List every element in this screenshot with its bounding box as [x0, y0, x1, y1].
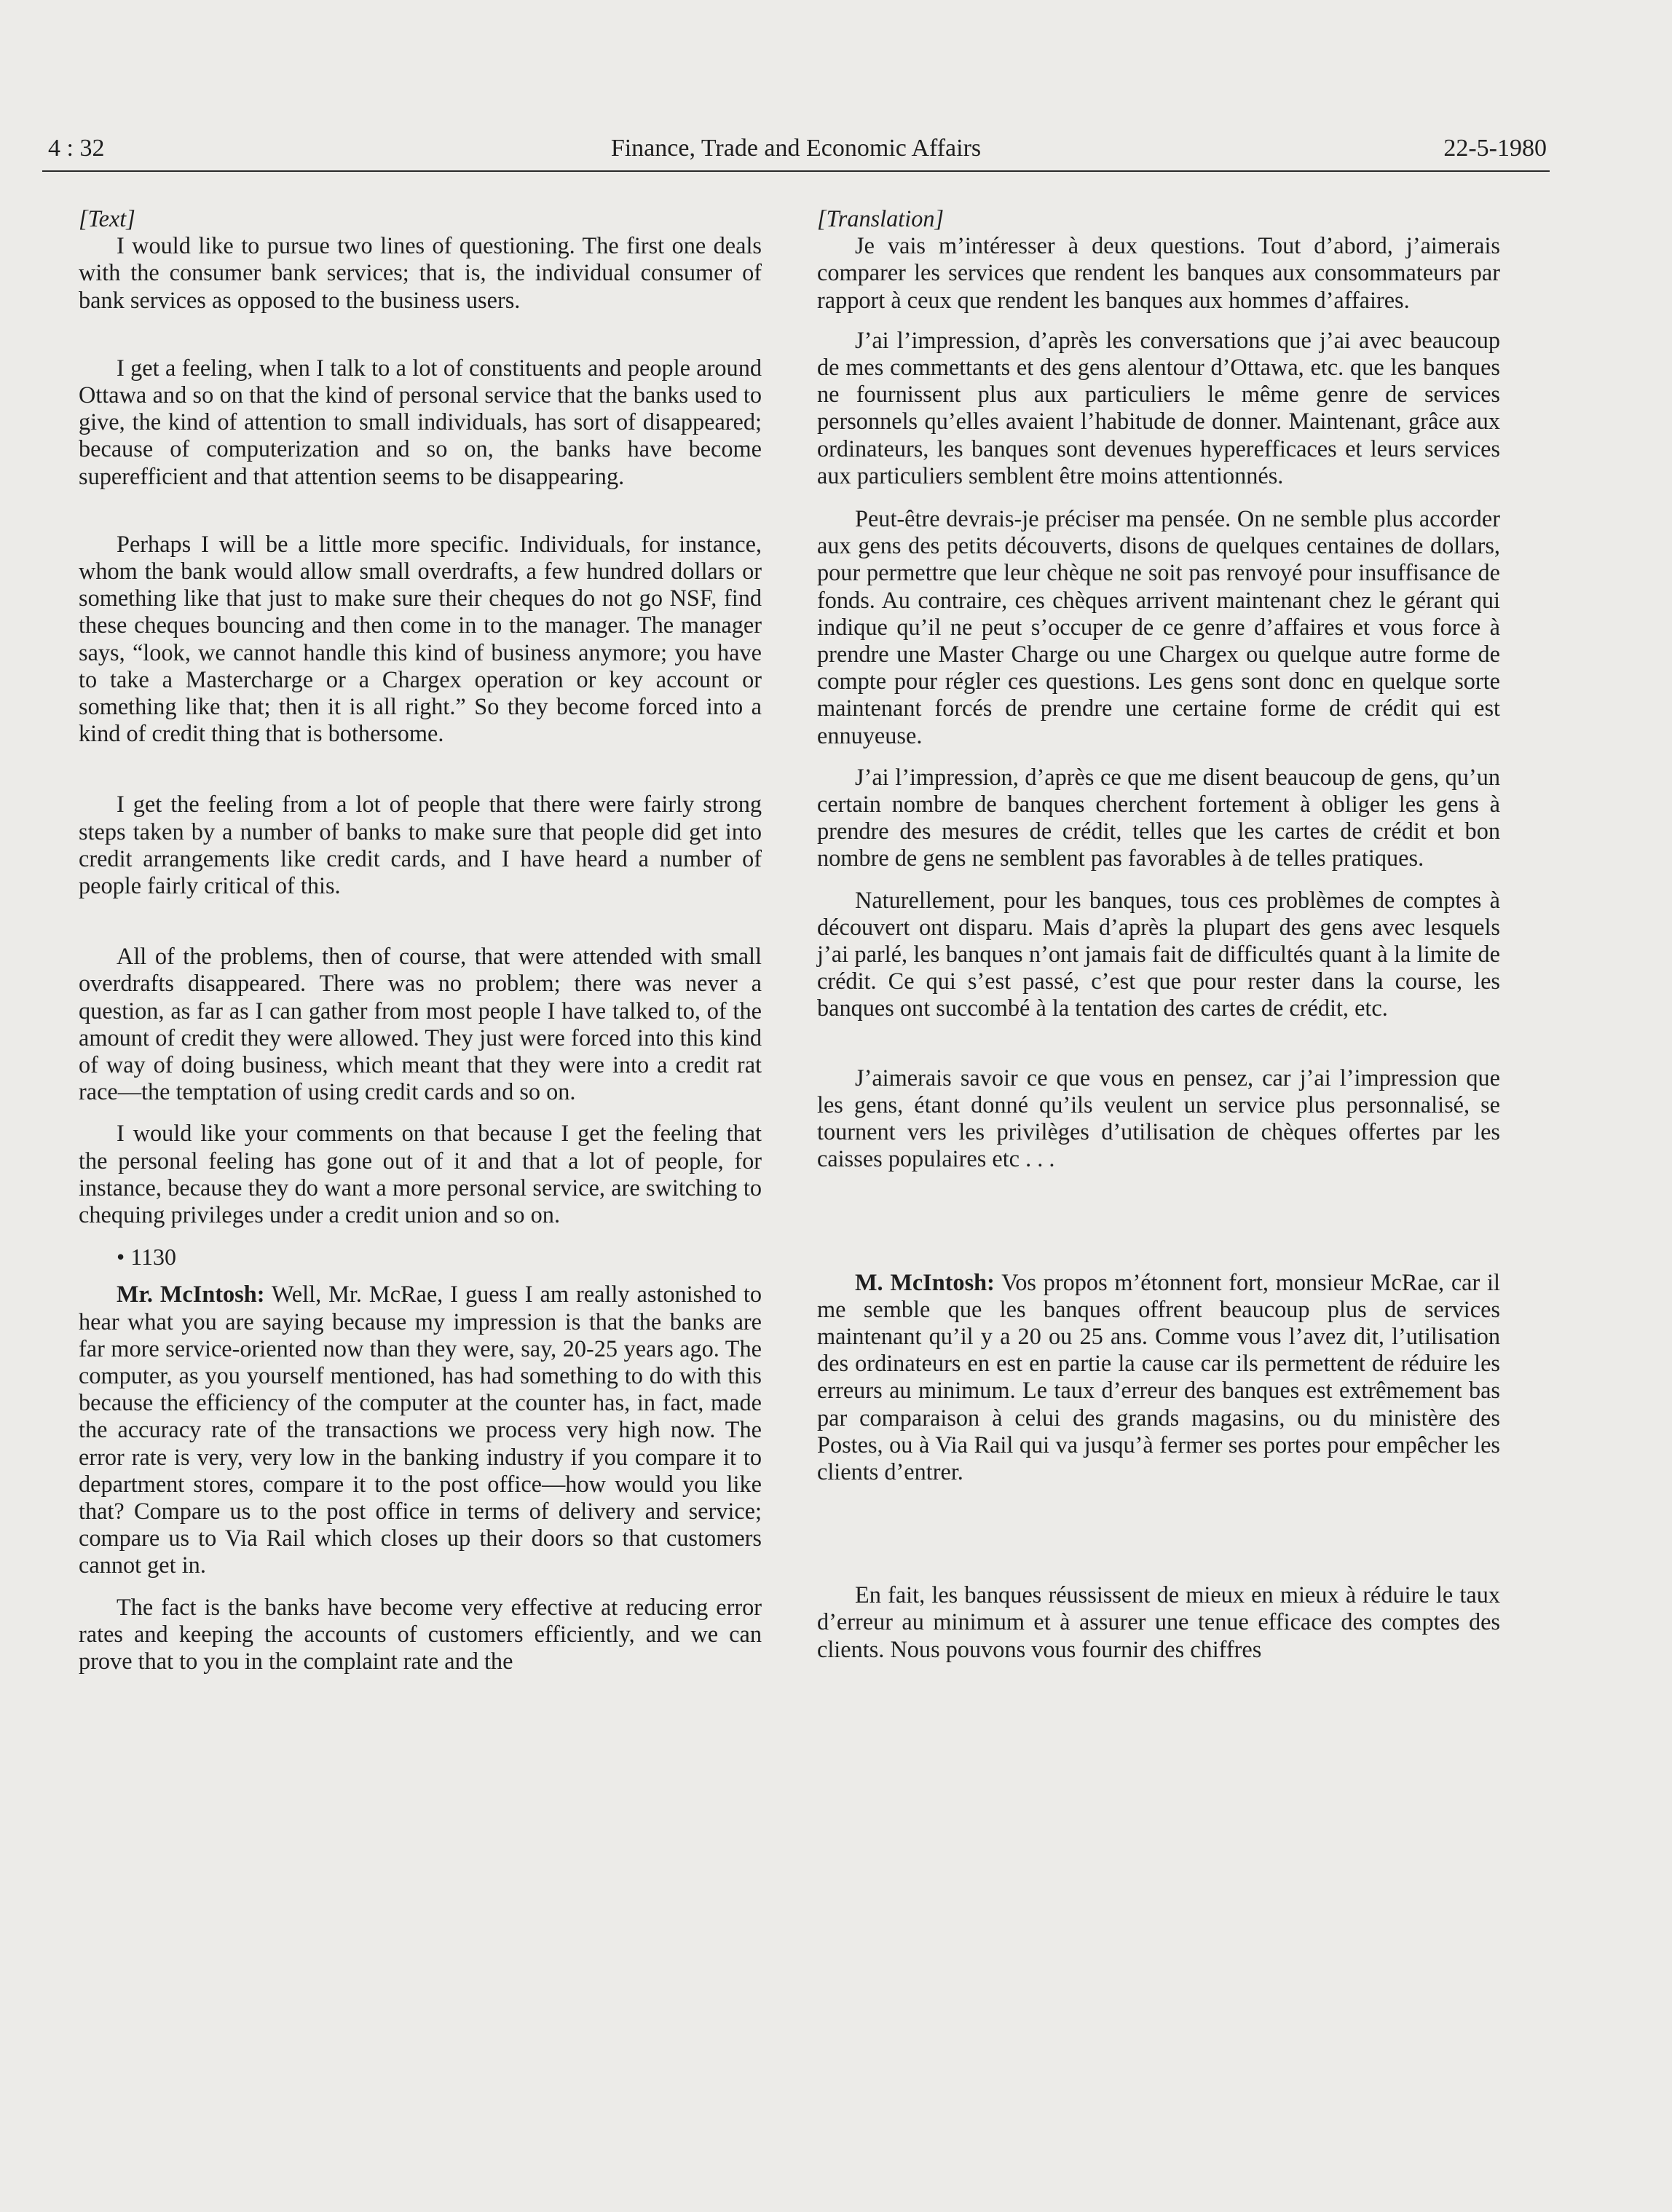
paragraph: J’ai l’impression, d’après les conversations que j’ai avec beaucoup de mes commettants et des gens alentour d’Ottawa, etc. que les banques ne fournissent plus aux particuliers le même genre de services personnels qu’elles avaient l’habitude de donner. Maintenant, grâce aux ordinateurs, les banques sont devenues hyperefficaces et leurs services aux particuliers semblent être moins attentionnés.	[817, 326, 1500, 489]
paragraph: I get the feeling from a lot of people that there were fairly strong steps taken by a number of banks to make sure that people did get into credit arrangements like credit cards, and I have heard a number of people fairly critical of this.	[79, 791, 762, 899]
paragraph: J’ai l’impression, d’après ce que me disent beaucoup de gens, qu’un certain nombre de banques cherchent fortement à obliger les gens à prendre des mesures de crédit, telles que les cartes de crédit et bon nombre de gens ne semblent pas favorables à de telles pratiques.	[817, 763, 1500, 872]
paragraph: En fait, les banques réussissent de mieux en mieux à réduire le taux d’erreur au minimum et à assurer une tenue efficace des comptes des clients. Nous pouvons vous fournir des chiffres	[817, 1581, 1500, 1662]
paragraph: I get a feeling, when I talk to a lot of constituents and people around Ottawa and so on that the kind of personal service that the banks used to give, the kind of attention to small individuals, has sort of disappeared; because of computerization and so on, the banks have become superefficient and that attention seems to be disappearing.	[79, 354, 762, 489]
speaker-name: M. McIntosh:	[855, 1268, 995, 1295]
english-column	[79, 205, 762, 1675]
speech-text: Vos propos m’étonnent fort, monsieur McRae, car il me semble que les banques offrent beaucoup plus de services maintenant qu’il y a 20 ou 25 ans. Comme vous l’avez dit, l’utilisation des ordinateurs en est en partie la cause car ils permettent de réduire les erreurs au minimum. Le taux d’erreur des banques est extrêmement bas par comparaison à celui des grands magasins, ou du ministère des Postes, ou à Via Rail qui va jusqu’à fermer ses portes pour empêcher les clients d’entrer.	[817, 1268, 1500, 1485]
page-number: 4 : 32	[48, 135, 105, 162]
page-title: Finance, Trade and Economic Affairs	[610, 135, 982, 162]
text-label: [Text]	[79, 205, 135, 232]
paragraph: Peut-être devrais-je préciser ma pensée. On ne semble plus accorder aux gens des petits découverts, disons de quelques centaines de dollars, pour permettre que leur chèque ne soit pas renvoyé pour insuffisance de fonds. Au contraire, ces chèques arrivent maintenant chez le gérant qui indique qu’il ne peut s’occuper de ce genre d’affaires et vous force à prendre une Master Charge ou une Chargex ou quelque autre forme de compte pour régler ces questions. Les gens sont donc en quelque sorte maintenant forcés de prendre une certaine forme de crédit qui est ennuyeuse.	[817, 505, 1500, 748]
paragraph: The fact is the banks have become very effective at reducing error rates and keeping the accounts of customers efficiently, and we can prove that to you in the complaint rate and the	[79, 1593, 762, 1674]
paragraph: I would like your comments on that because I get the feeling that the personal feeling has gone out of it and that a lot of people, for instance, because they do want a more personal service, are switching to chequing privileges under a credit union and so on.	[79, 1120, 762, 1228]
french-column	[817, 205, 1500, 1663]
paragraph: J’aimerais savoir ce que vous en pensez, car j’ai l’impression que les gens, étant donné qu’ils veulent un service plus personnalisé, se tournent vers les privilèges d’utilisation de chèques offertes par les caisses populaires etc . . .	[817, 1064, 1500, 1172]
time-marker: • 1130	[117, 1244, 177, 1271]
speaker-name: Mr. McIntosh:	[117, 1281, 265, 1308]
paragraph: All of the problems, then of course, that were attended with small overdrafts disappeared. There was no problem; there was never a question, as far as I can gather from most people I have talked to, of the amount of credit they were allowed. They just were forced into this kind of way of doing business, which meant that they were into a credit rat race—the temptation of using credit cards and so on.	[79, 943, 762, 1105]
paragraph	[79, 1281, 762, 1579]
page-header	[42, 109, 1550, 172]
page-date: 22-5-1980	[1443, 135, 1547, 162]
paragraph: Perhaps I will be a little more specific. Individuals, for instance, whom the bank would allow small overdrafts, a few hundred dollars or something like that just to make sure their cheques do not go NSF, find these cheques bouncing and then come in to the manager. The manager says, “look, we cannot handle this kind of business anymore; you have to take a Mastercharge or a Chargex operation or key account or something like that; then it is all right.” So they become forced into a kind of credit thing that is bothersome.	[79, 530, 762, 747]
translation-label: [Translation]	[817, 205, 945, 232]
paragraph: Je vais m’intéresser à deux questions. Tout d’abord, j’aimerais comparer les services que rendent les banques aux consommateurs par rapport à ceux que rendent les banques aux hommes d’affaires.	[817, 232, 1500, 313]
speech-text: Well, Mr. McRae, I guess I am really astonished to hear what you are saying because my impression is that the banks are far more service-oriented now than they were, say, 20-25 years ago. The computer, as you yourself mentioned, has had something to do with this because the efficiency of the computer at the counter has, in fact, made the accuracy rate of the transactions we process very high now. The error rate is very, very low in the banking industry if you compare it to department stores, compare it to the post office—how would you like that? Compare us to the post office in terms of delivery and service; compare us to Via Rail which closes up their doors so that customers cannot get in.	[79, 1281, 762, 1579]
paragraph	[817, 1269, 1500, 1486]
paragraph: Naturellement, pour les banques, tous ces problèmes de comptes à découvert ont disparu. Mais d’après la plupart des gens avec lesquels j’ai parlé, les banques n’ont jamais fait de difficultés quant à la limite de crédit. Ce qui s’est passé, c’est que pour rester dans la course, les banques ont succombé à la tentation des cartes de crédit, etc.	[817, 886, 1500, 1022]
paragraph: I would like to pursue two lines of questioning. The first one deals with the consumer bank services; that is, the individual consumer of bank services as opposed to the business users.	[79, 232, 762, 313]
